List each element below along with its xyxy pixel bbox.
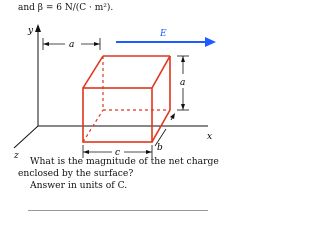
- box: [83, 56, 170, 142]
- x-axis-label: x: [207, 132, 213, 142]
- box-hidden-edges: [83, 56, 170, 142]
- y-axis-label: y: [28, 26, 34, 36]
- box-top-left-edge: [83, 56, 103, 88]
- dim-arrow-down: [181, 104, 185, 110]
- dim-label-a-top: a: [69, 40, 75, 50]
- dim-arrow-c-right: [146, 150, 152, 154]
- dim-label-a-right: a: [180, 78, 186, 88]
- dim-arrow-b-up: [170, 113, 175, 119]
- intro-text: and β = 6 N/(C · m²).: [18, 3, 114, 13]
- z-axis-label: z: [14, 151, 19, 161]
- dim-arrow-right: [94, 42, 100, 46]
- dim-arrow-left: [43, 42, 49, 46]
- box-front-face: [83, 88, 152, 142]
- dim-label-c: c: [115, 148, 121, 158]
- box-top-right-edge: [152, 56, 170, 88]
- field-label: E: [160, 29, 167, 39]
- arrow-right-icon: [205, 37, 216, 47]
- answer-prompt: Answer in units of C.: [30, 180, 128, 191]
- dim-label-b: b: [157, 143, 163, 153]
- dim-arrow-c-left: [83, 150, 89, 154]
- dim-arrow-up: [181, 56, 185, 62]
- z-axis: [14, 126, 38, 148]
- question-block: [18, 156, 228, 192]
- question-text: What is the magnitude of the net charge enclosed by the surface?: [18, 156, 219, 179]
- divider: [28, 210, 208, 211]
- y-axis-arrowhead: [35, 24, 41, 32]
